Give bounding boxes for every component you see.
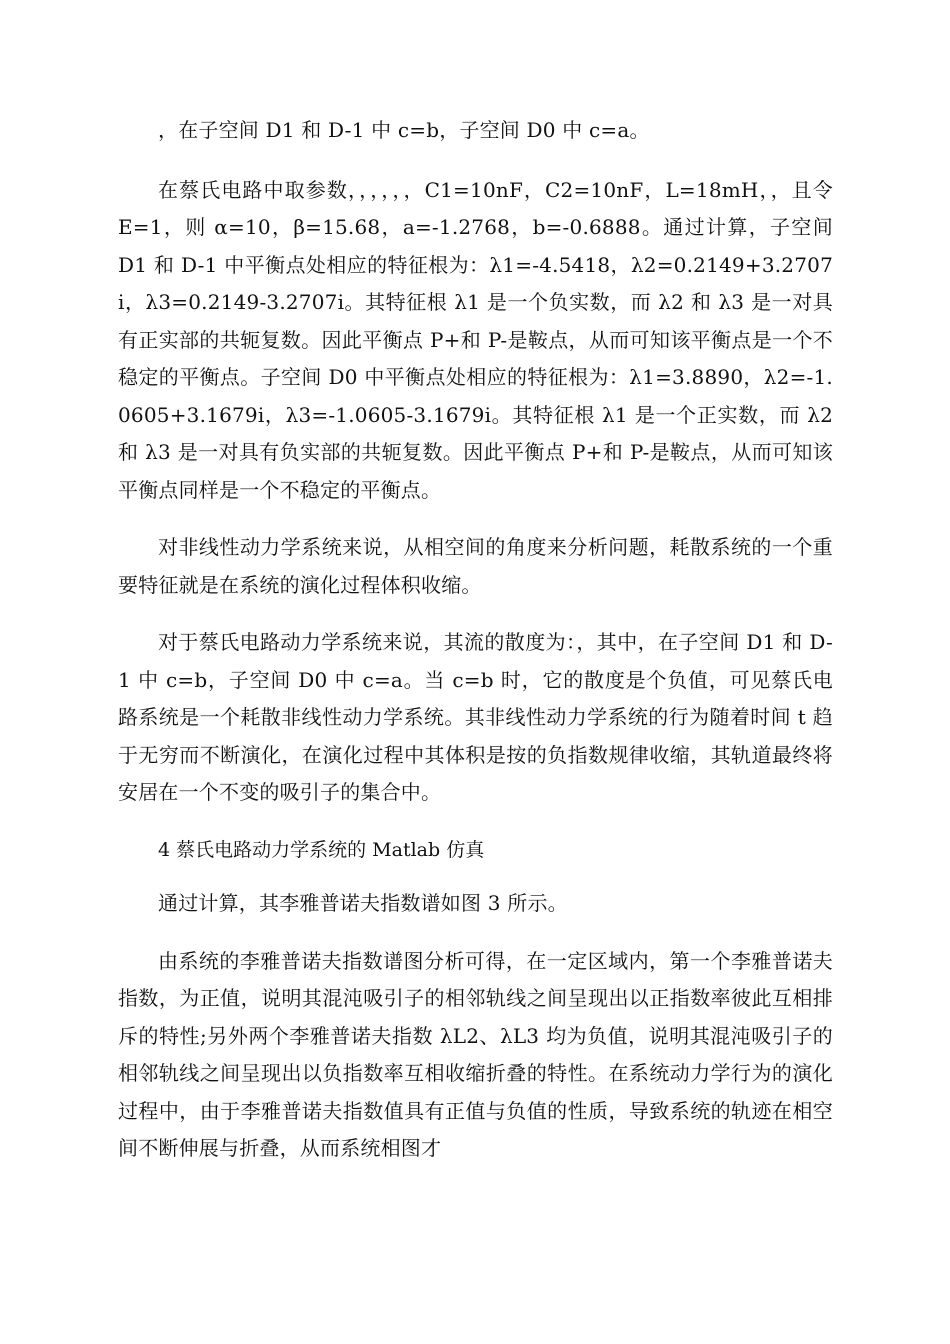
paragraph-dissipative-systems: 对非线性动力学系统来说，从相空间的角度来分析问题，耗散系统的一个重要特征就是在系统的演化过程体积收缩。 (118, 535, 833, 597)
paragraph-divergence: 对于蔡氏电路动力学系统来说，其流的散度为：，其中，在子空间 D1 和 D-1 中 c=b，子空间 D0 中 c=a。当 c=b 时，它的散度是个负值，可见蔡氏电路系统是一个耗散非线性动力学系统。其非线性动力学系统的行为随着时间 t 趋于无穷而不断演化，在演化过程中其体积是按的负指数规律收缩，其轨道最终将安居在一个不变的吸引子的集合中。 (118, 630, 833, 804)
paragraph-lyapunov-analysis: 由系统的李雅普诺夫指数谱图分析可得，在一定区域内，第一个李雅普诺夫指数，为正值，说明其混沌吸引子的相邻轨线之间呈现出以正指数率彼此互相排斥的特性;另外两个李雅普诺夫指数 λL2、λL3 均为负值，说明其混沌吸引子的相邻轨线之间呈现出以负指数率互相收缩折叠的特性。在系统动力学行为的演化过程中，由于李雅普诺夫指数值具有正值与负值的性质，导致系统的轨迹在相空间不断伸展与折叠，从而系统相图才 (118, 948, 833, 1160)
paragraph-parameters-eigenvalues: 在蔡氏电路中取参数，，，，，，C1=10nF，C2=10nF，L=18mH，，且令 E=1，则 α=10，β=15.68，a=-1.2768，b=-0.6888。通过计算，子空间 D1 和 D-1 中平衡点处相应的特征根为：λ1=-4.5418，λ2=0.2149+3.2707i，λ3=0.2149-3.2707i。其特征根 λ1 是一个负实数，而 λ2 和 λ3 是一对具有正实部的共轭复数。因此平衡点 P+和 P-是鞍点，从而可知该平衡点是一个不稳定的平衡点。子空间 D0 中平衡点处相应的特征根为：λ1=3.8890，λ2=-1.0605+3.1679i，λ3=-1.0605-3.1679i。其特征根 λ1 是一个正实数，而 λ2 和 λ3 是一对具有负实部的共轭复数。因此平衡点 P+和 P-是鞍点，从而可知该平衡点同样是一个不稳定的平衡点。 (118, 177, 833, 502)
document-page (118, 112, 833, 1188)
section-heading: 4 蔡氏电路动力学系统的 Matlab 仿真 (158, 838, 485, 861)
paragraph-lyapunov-intro: 通过计算，其李雅普诺夫指数谱如图 3 所示。 (158, 891, 568, 915)
paragraph-subspace-note: ，在子空间 D1 和 D-1 中 c=b，子空间 D0 中 c=a。 (158, 118, 650, 142)
